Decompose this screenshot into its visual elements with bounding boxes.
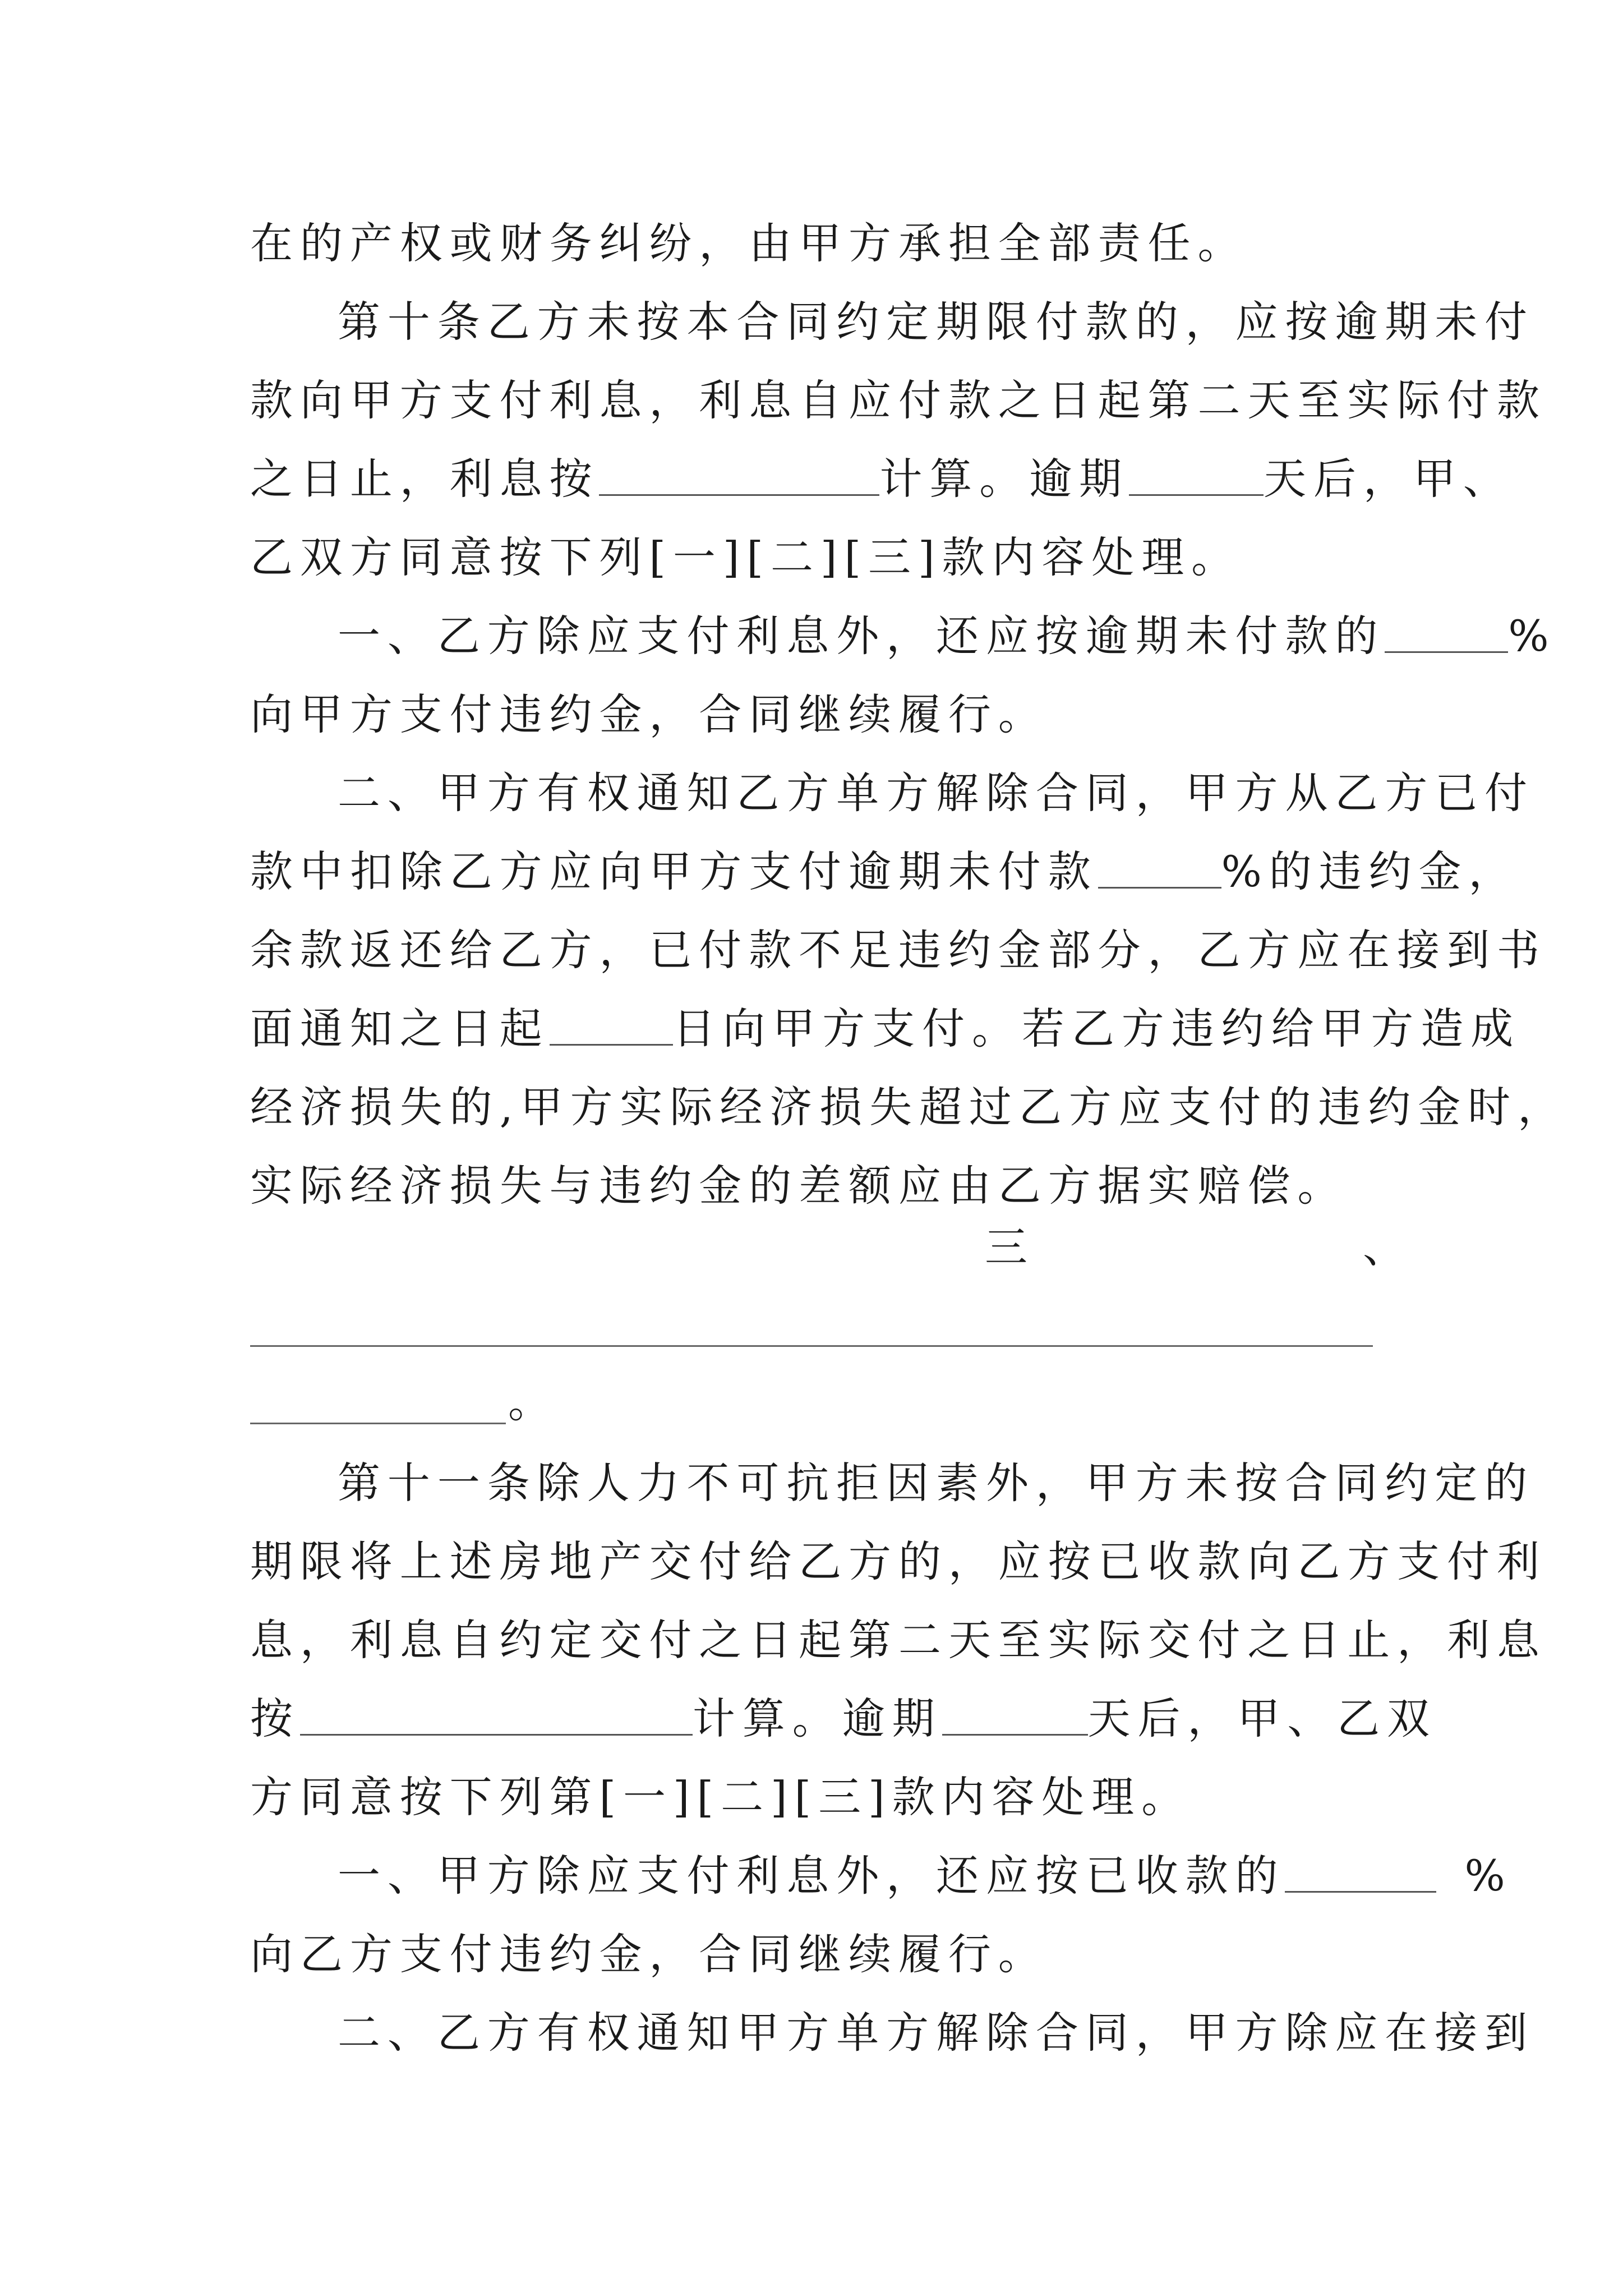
line-text: % bbox=[1464, 1851, 1513, 1901]
text-line bbox=[338, 768, 1623, 818]
line-text: 二、甲方有权通知乙方单方解除合同，甲方从乙方已付 bbox=[338, 768, 1535, 818]
line-end-punctuation: 。 bbox=[508, 1377, 551, 1427]
line-text: 计算。逾期 bbox=[692, 1694, 942, 1743]
line-text: 息，利息自约定交付之日起第二天至实际交付之日止，利息 bbox=[250, 1615, 1547, 1665]
fill-in-blank[interactable] bbox=[942, 1731, 1088, 1736]
line-text: 向甲方支付违约金，合同继续履行。 bbox=[250, 689, 1048, 739]
line-text: 二、乙方有权通知甲方单方解除合同，甲方除应在接到 bbox=[338, 2008, 1535, 2058]
text-line bbox=[250, 1929, 1623, 1979]
text-line bbox=[250, 846, 1623, 896]
fill-in-blank[interactable] bbox=[1385, 648, 1508, 653]
line-text: 期限将上述房地产交付给乙方的，应按已收款向乙方支付利 bbox=[250, 1536, 1547, 1586]
fill-in-blank[interactable] bbox=[1098, 884, 1221, 889]
line-text: 一、甲方除应支付利息外，还应按已收款的 bbox=[338, 1851, 1285, 1901]
text-line bbox=[250, 1536, 1623, 1586]
text-line bbox=[250, 925, 1623, 975]
line-text: 一、乙方除应支付利息外，还应按逾期未付款的 bbox=[338, 611, 1385, 661]
clause-punctuation: 、 bbox=[1363, 1222, 1405, 1272]
fill-in-blank[interactable] bbox=[1129, 491, 1264, 496]
text-line bbox=[250, 689, 1623, 739]
text-line bbox=[250, 375, 1623, 425]
text-line bbox=[250, 1694, 1623, 1743]
text-line bbox=[250, 1161, 1623, 1211]
line-text: 实际经济损失与违约金的差额应由乙方据实赔偿。 bbox=[250, 1161, 1348, 1211]
line-text: 日向甲方支付。若乙方违约给甲方造成 bbox=[672, 1004, 1521, 1053]
fill-in-blank-full-line[interactable] bbox=[250, 1345, 1373, 1347]
line-text: 之日止，利息按 bbox=[250, 454, 600, 504]
fill-in-blank[interactable] bbox=[599, 491, 879, 496]
line-text: 第十一条除人力不可抗拒因素外，甲方未按合同约定的 bbox=[338, 1458, 1535, 1508]
fill-in-blank[interactable] bbox=[250, 1423, 506, 1424]
text-line bbox=[250, 1082, 1623, 1132]
line-text: 面通知之日起 bbox=[250, 1004, 550, 1053]
line-text: 天后，甲、乙双 bbox=[1087, 1694, 1437, 1743]
line-text: 第十条乙方未按本合同约定期限付款的，应按逾期未付 bbox=[338, 297, 1535, 347]
line-text: %的违约金， bbox=[1221, 846, 1519, 896]
fill-in-blank[interactable] bbox=[550, 1041, 673, 1046]
line-text: % bbox=[1508, 611, 1556, 661]
text-line bbox=[250, 218, 1623, 268]
line-text: 余款返还给乙方，已付款不足违约金部分，乙方应在接到书 bbox=[250, 925, 1547, 975]
fill-in-blank[interactable] bbox=[300, 1731, 693, 1736]
line-text: 款中扣除乙方应向甲方支付逾期未付款 bbox=[250, 846, 1098, 896]
line-text: 款向甲方支付利息，利息自应付款之日起第二天至实际付款 bbox=[250, 375, 1547, 425]
text-line bbox=[250, 454, 1623, 504]
line-text: 经济损失的,甲方实际经济损失超过乙方应支付的违约金时， bbox=[250, 1082, 1567, 1132]
text-line bbox=[250, 1615, 1623, 1665]
line-text: 在的产权或财务纠纷，由甲方承担全部责任。 bbox=[250, 218, 1248, 268]
text-line bbox=[250, 1004, 1623, 1053]
text-line bbox=[338, 611, 1623, 661]
text-line bbox=[338, 297, 1623, 347]
line-text: 按 bbox=[250, 1694, 300, 1743]
line-text: 向乙方支付违约金，合同继续履行。 bbox=[250, 1929, 1048, 1979]
text-line bbox=[338, 2008, 1623, 2058]
line-text: 方同意按下列第[一][二][三]款内容处理。 bbox=[250, 1772, 1192, 1822]
text-line bbox=[250, 1772, 1623, 1822]
fill-in-blank[interactable] bbox=[1285, 1888, 1436, 1893]
text-line bbox=[338, 1851, 1623, 1901]
text-line bbox=[338, 1458, 1623, 1508]
clause-number: 三 bbox=[985, 1222, 1027, 1272]
line-text: 计算。逾期 bbox=[879, 454, 1129, 504]
line-text: 乙双方同意按下列[一][二][三]款内容处理。 bbox=[250, 532, 1242, 582]
text-line bbox=[250, 532, 1623, 582]
line-text: 天后，甲、 bbox=[1264, 454, 1513, 504]
